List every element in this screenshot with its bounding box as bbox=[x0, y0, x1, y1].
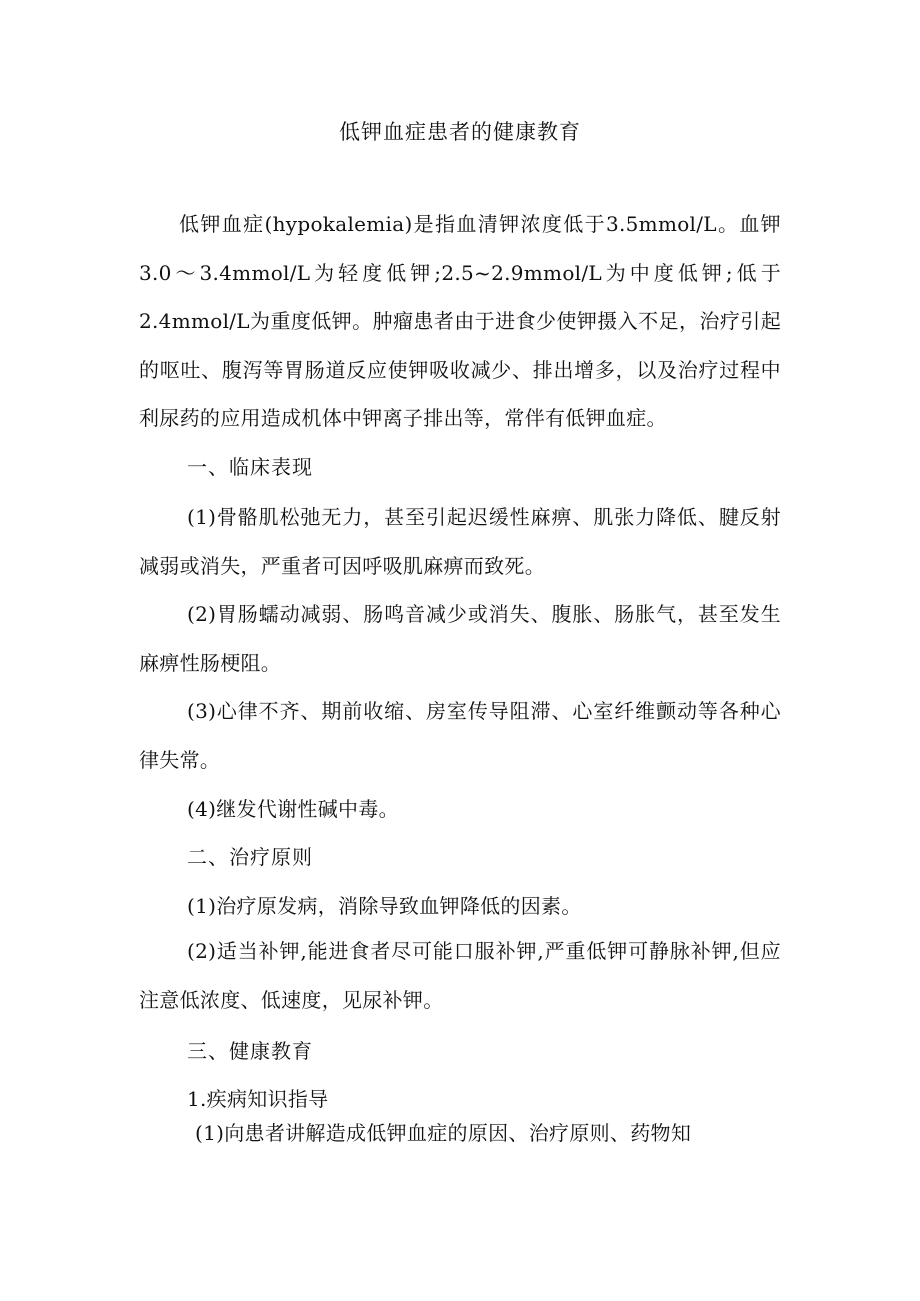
treatment-item-1: (1)治疗原发病，消除导致血钾降低的因素。 bbox=[187, 894, 582, 918]
document-title: 低钾血症患者的健康教育 bbox=[339, 120, 581, 144]
treatment-item-2: (2)适当补钾,能进食者尽可能口服补钾,严重低钾可静脉补钾,但应注意低浓度、低速度，见尿补钾。 bbox=[139, 939, 781, 1012]
intro-paragraph bbox=[139, 200, 781, 443]
section-heading-treatment: 二、治疗原则 bbox=[187, 845, 313, 869]
clinical-item-2: (2)胃肠蠕动减弱、肠鸣音减少或消失、腹胀、肠胀气，甚至发生麻痹性肠梗阻。 bbox=[139, 602, 781, 675]
education-subheading-1: 1.疾病知识指导 bbox=[187, 1087, 329, 1111]
clinical-item-3: (3)心律不齐、期前收缩、房室传导阻滞、心室纤维颤动等各种心律失常。 bbox=[139, 699, 781, 772]
clinical-item-4: (4)继发代谢性碱中毒。 bbox=[187, 797, 399, 821]
education-item-1: (1)向患者讲解造成低钾血症的原因、治疗原则、药物知 bbox=[195, 1121, 692, 1145]
section-heading-education: 三、健康教育 bbox=[187, 1039, 313, 1063]
clinical-item-1: (1)骨骼肌松弛无力，甚至引起迟缓性麻痹、肌张力降低、腱反射减弱或消失，严重者可因呼吸肌麻痹而致死。 bbox=[139, 505, 781, 578]
intro-text: 低钾血症(hypokalemia)是指血清钾浓度低于3.5mmol/L。血钾3.0～3.4mmol/L为轻度低钾;2.5~2.9mmol/L为中度低钾;低于2.4mmol/L为重度低钾。肿瘤患者由于进食少使钾摄入不足，治疗引起的呕吐、腹泻等胃肠道反应使钾吸收减少、排出增多，以及治疗过程中利尿药的应用造成机体中钾离子排出等，常伴有低钾血症。 bbox=[139, 212, 781, 430]
section-heading-clinical: 一、临床表现 bbox=[187, 455, 313, 479]
